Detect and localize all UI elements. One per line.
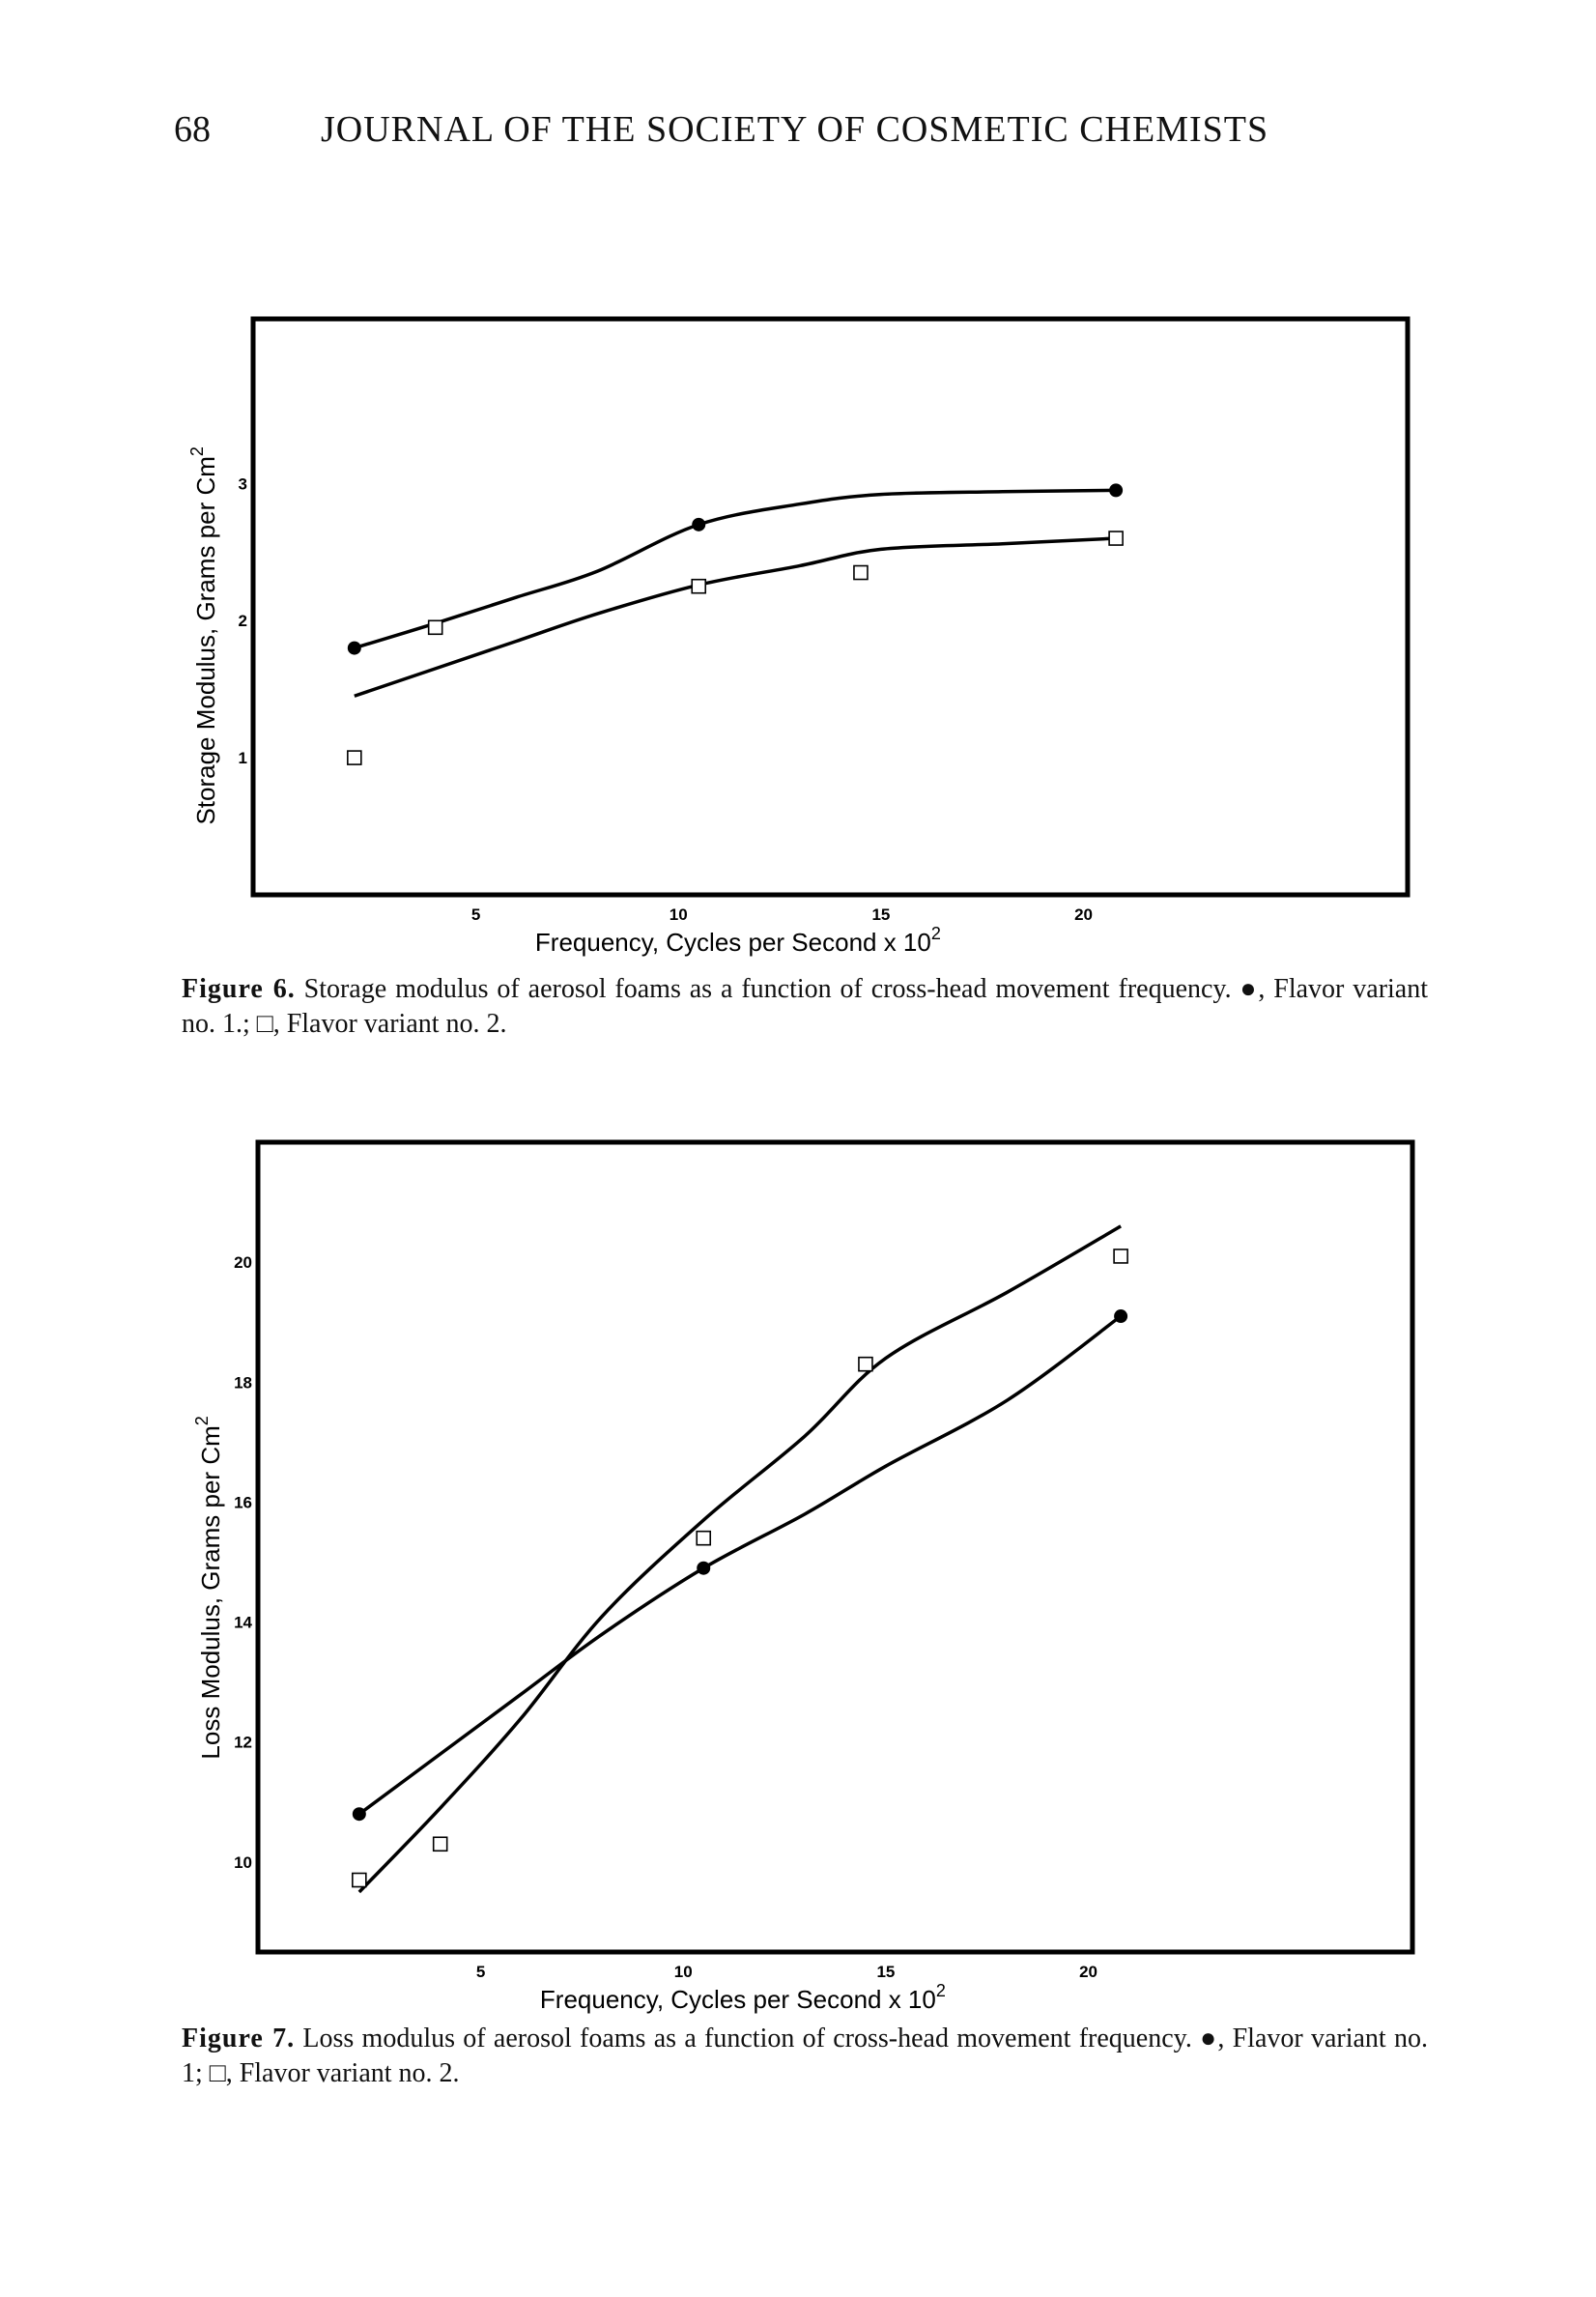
y-tick-label: 2 <box>238 612 247 631</box>
y-axis-label: Loss Modulus, Grams per Cm$^2$ <box>192 1416 225 1760</box>
figure-7-label: Figure 7. <box>182 2024 296 2053</box>
open-square-marker <box>348 751 361 764</box>
filled-circle-marker <box>353 1807 366 1821</box>
series-1-curve <box>355 490 1116 647</box>
filled-circle-marker <box>1114 1309 1127 1323</box>
y-tick-label: 14 <box>234 1613 252 1632</box>
caption-text: , Flavor variant no. 2. <box>225 2058 460 2088</box>
figure-6-caption <box>182 972 1428 1042</box>
page-number: 68 <box>174 109 211 150</box>
series-2-curve <box>355 538 1116 696</box>
x-tick-label: 20 <box>1079 1963 1098 1981</box>
filled-circle-marker <box>692 518 705 531</box>
y-tick-label: 20 <box>234 1253 252 1273</box>
y-tick-label: 12 <box>234 1733 252 1752</box>
x-tick-label: 20 <box>1074 905 1094 924</box>
y-tick-label: 18 <box>234 1373 252 1393</box>
open-square-marker <box>434 1837 447 1851</box>
caption-text: , Flavor variant no. 1; <box>182 2024 1428 2088</box>
open-square-marker <box>854 566 868 580</box>
x-axis-label-exponent: 2 <box>935 1981 946 2000</box>
open-square-symbol: □ <box>256 1009 273 1039</box>
y-tick-label: 10 <box>234 1852 252 1872</box>
y-tick-label: 1 <box>238 749 247 768</box>
open-square-marker <box>692 580 705 593</box>
series-1-curve <box>359 1316 1121 1814</box>
figure-6-chart <box>0 290 1596 957</box>
x-tick-label: 15 <box>871 905 891 924</box>
series-2-curve <box>359 1226 1121 1892</box>
x-axis-label: Frequency, Cycles per Second x $10^2$ <box>534 924 941 957</box>
x-tick-label: 15 <box>876 1963 896 1981</box>
figure-6-label: Figure 6. <box>182 974 296 1004</box>
filled-circle-marker <box>348 642 361 655</box>
x-axis-label-exponent: 2 <box>930 924 941 943</box>
x-axis-label: Frequency, Cycles per Second x $10^2$ <box>539 1981 946 2014</box>
y-tick-label: 16 <box>234 1493 252 1512</box>
figure-7 <box>0 1121 1596 2014</box>
filled-circle-marker <box>1109 483 1123 497</box>
filled-circle-marker <box>697 1562 710 1575</box>
page-header <box>174 108 1333 166</box>
caption-text: , Flavor variant no. 1.; <box>182 974 1428 1039</box>
open-square-symbol: □ <box>209 2058 226 2088</box>
y-axis-label-exponent: 2 <box>187 446 207 457</box>
open-square-marker <box>697 1532 710 1545</box>
filled-circle-symbol: ● <box>1240 974 1259 1004</box>
plot-frame <box>258 1142 1412 1952</box>
open-square-marker <box>429 620 442 634</box>
open-square-marker <box>353 1874 366 1887</box>
figure-6 <box>0 290 1596 957</box>
y-axis-label: Storage Modulus, Grams per Cm$^2$ <box>187 446 220 825</box>
y-axis-label-exponent: 2 <box>192 1416 212 1426</box>
x-tick-label: 5 <box>470 905 481 924</box>
open-square-marker <box>1114 1249 1127 1263</box>
filled-circle-symbol: ● <box>1200 2024 1218 2053</box>
x-tick-label: 5 <box>475 1963 486 1981</box>
caption-text: , Flavor variant no. 2. <box>272 1009 507 1039</box>
figure-7-caption <box>182 2022 1428 2091</box>
caption-text: Loss modulus of aerosol foams as a function of cross-head movement frequency. <box>295 2024 1201 2053</box>
open-square-marker <box>1109 531 1123 545</box>
plot-frame <box>253 319 1408 895</box>
open-square-marker <box>859 1358 872 1371</box>
x-tick-label: 10 <box>669 905 688 924</box>
journal-title: JOURNAL OF THE SOCIETY OF COSMETIC CHEMISTS <box>321 109 1269 150</box>
figure-7-chart <box>0 1121 1596 2014</box>
x-tick-label: 10 <box>673 1963 693 1981</box>
caption-text: Storage modulus of aerosol foams as a function of cross-head movement frequency. <box>295 974 1240 1004</box>
y-tick-label: 3 <box>238 474 247 494</box>
